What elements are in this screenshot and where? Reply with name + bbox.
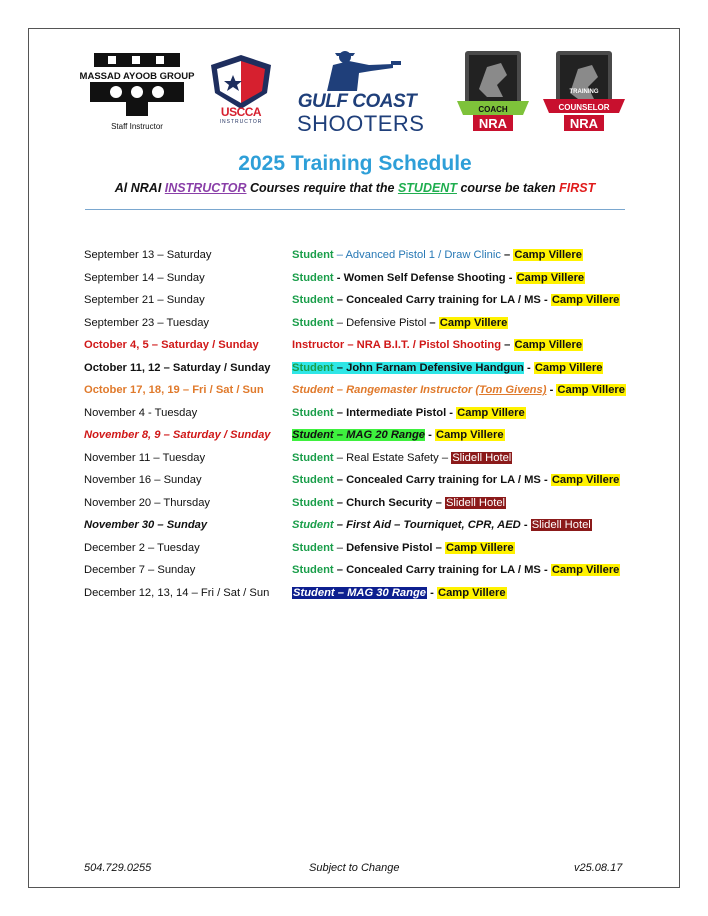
schedule-description [292, 383, 626, 397]
schedule-description [292, 541, 515, 555]
schedule-date: November 20 – Thursday [84, 496, 211, 509]
separator: – [333, 564, 347, 576]
course-name: Concealed Carry training for LA / MS [346, 294, 541, 306]
schedule-row [84, 338, 664, 361]
separator: - [425, 429, 435, 441]
document-page [28, 28, 680, 888]
student-label: Student [292, 496, 334, 509]
separator: - [520, 519, 531, 531]
venue: Camp Villere [516, 271, 585, 284]
schedule-date: December 2 – Tuesday [84, 541, 200, 554]
course-name: First Aid – Tourniquet, CPR, AED [346, 519, 521, 531]
schedule-date: November 30 – Sunday [84, 519, 208, 531]
nra-coach-logo [457, 49, 529, 133]
schedule-description [292, 563, 620, 577]
schedule-description [292, 338, 583, 352]
venue: Slidell Hotel [452, 451, 512, 464]
schedule-description [292, 496, 506, 510]
schedule-row [84, 541, 664, 564]
venue: Camp Villere [551, 564, 620, 576]
page-title: 2025 Training Schedule [238, 152, 472, 175]
mag-logo-text: MASSAD AYOOB GROUP [79, 71, 195, 82]
course-name: Church Security [346, 496, 433, 509]
schedule-description [292, 451, 512, 465]
separator: - [446, 406, 457, 419]
course-name: Intermediate Pistol [346, 406, 447, 419]
gcs-logo-line2: SHOOTERS [297, 111, 425, 136]
schedule-date: September 13 – Saturday [84, 249, 212, 261]
schedule-date: October 4, 5 – Saturday / Sunday [84, 339, 259, 351]
separator: – [333, 316, 347, 329]
schedule-row [84, 271, 664, 294]
separator: – [333, 249, 346, 261]
schedule-description [292, 406, 526, 420]
schedule-row [84, 293, 664, 316]
student-label: Student [292, 474, 334, 486]
student-label: Student [292, 271, 334, 284]
course-name: Defensive Pistol [346, 541, 433, 554]
gcs-logo-line1: GULF COAST [297, 91, 417, 112]
uscca-logo-text: USCCA [220, 105, 262, 119]
course-name: Student – Rangemaster Instructor [292, 384, 476, 396]
venue: Camp Villere [437, 586, 506, 599]
course-name: Women Self Defense Shooting [343, 271, 506, 284]
course-name: Real Estate Safety [346, 451, 439, 464]
schedule-row [84, 496, 664, 519]
separator: - [540, 474, 551, 486]
separator: – [333, 541, 347, 554]
schedule-row [84, 361, 664, 384]
schedule-date: December 12, 13, 14 – Fri / Sat / Sun [84, 586, 270, 599]
nra-training-counselor-logo [543, 49, 625, 133]
student-label: Student [292, 361, 334, 374]
subtitle [29, 181, 681, 195]
separator: – [333, 294, 347, 306]
separator: – [426, 316, 439, 329]
separator: – [500, 249, 514, 261]
schedule-row [84, 586, 664, 609]
instructor-name: (Tom Givens) [475, 384, 547, 396]
course-name: Advanced Pistol 1 / Draw Clinic [345, 249, 501, 261]
venue: Camp Villere [551, 474, 620, 486]
schedule-description [292, 428, 505, 442]
subtitle-student: STUDENT [397, 181, 457, 195]
schedule-row [84, 316, 664, 339]
footer-version: v25.08.17 [574, 862, 623, 874]
venue: Slidell Hotel [445, 496, 506, 509]
uscca-instructor-logo [205, 53, 277, 135]
separator: – [432, 541, 445, 554]
schedule-date: October 11, 12 – Saturday / Sunday [84, 361, 271, 374]
separator: – [438, 451, 452, 464]
subtitle-first: FIRST [559, 181, 596, 195]
course-name: Student – MAG 30 Range [293, 586, 427, 599]
footer-note: Subject to Change [309, 862, 400, 874]
schedule-row [84, 473, 664, 496]
course-name: Concealed Carry training for LA / MS [346, 564, 541, 576]
separator: - [546, 384, 557, 396]
schedule-row [84, 563, 664, 586]
separator: – [333, 406, 347, 419]
schedule-description [292, 518, 592, 532]
venue: Camp Villere [445, 541, 514, 554]
schedule-date: December 7 – Sunday [84, 564, 196, 576]
schedule-description [292, 586, 507, 600]
massad-ayoob-group-logo [79, 49, 195, 131]
venue: Camp Villere [534, 361, 603, 374]
course-name: Instructor – NRA B.I.T. / Pistol Shooting [292, 339, 502, 351]
venue: Slidell Hotel [531, 519, 591, 531]
subtitle-part: Courses require that the [246, 181, 398, 195]
schedule-description [292, 361, 603, 375]
student-label: Student [292, 564, 334, 576]
student-label: Student [292, 451, 334, 464]
separator: – [432, 496, 445, 509]
subtitle-part: Al NRAI [114, 181, 165, 195]
student-label: Student [292, 541, 334, 554]
separator: – [333, 519, 347, 531]
course-name: John Farnam Defensive Handgun [346, 361, 524, 374]
separator: - [333, 271, 344, 284]
schedule-date: September 23 – Tuesday [84, 316, 210, 329]
schedule-date: November 8, 9 – Saturday / Sunday [84, 429, 271, 441]
venue: Camp Villere [514, 249, 582, 261]
venue: Camp Villere [557, 384, 625, 396]
staff-instructor-label: Staff Instructor [111, 122, 163, 131]
separator: – [501, 339, 514, 351]
separator: - [540, 294, 551, 306]
schedule-date: November 16 – Sunday [84, 474, 202, 486]
schedule-description [292, 316, 508, 330]
nra-training-text: TRAINING [569, 89, 599, 95]
footer-phone: 504.729.0255 [84, 862, 152, 874]
nra-counselor-brand-text: NRA [569, 116, 599, 131]
schedule-description [292, 271, 585, 285]
separator: – [333, 451, 347, 464]
subtitle-part: course be taken [456, 181, 560, 195]
separator: – [333, 496, 347, 509]
schedule-date: October 17, 18, 19 – Fri / Sat / Sun [84, 384, 264, 396]
subtitle-instructor: INSTRUCTOR [164, 181, 247, 195]
course-name: Concealed Carry training for LA / MS [346, 474, 541, 486]
schedule-date: November 11 – Tuesday [84, 451, 206, 464]
separator: - [505, 271, 516, 284]
schedule-list [84, 248, 664, 608]
student-label: Student [292, 294, 334, 306]
schedule-description [292, 248, 583, 262]
uscca-instructor-text: INSTRUCTOR [219, 119, 263, 125]
schedule-row [84, 518, 664, 541]
venue: Camp Villere [435, 429, 504, 441]
schedule-description [292, 473, 620, 487]
schedule-row [84, 406, 664, 429]
schedule-row [84, 451, 664, 474]
schedule-row [84, 428, 664, 451]
venue: Camp Villere [514, 339, 583, 351]
course-name: Student – MAG 20 Range [292, 429, 426, 441]
venue: Camp Villere [439, 316, 508, 329]
student-label: Student [292, 519, 334, 531]
schedule-date: November 4 - Tuesday [84, 406, 198, 419]
nra-coach-ribbon-text: COACH [478, 105, 508, 114]
schedule-description [292, 293, 620, 307]
schedule-row [84, 383, 664, 406]
nra-coach-brand-text: NRA [478, 116, 508, 131]
nra-counselor-ribbon-text: COUNSELOR [558, 103, 610, 112]
divider [85, 209, 625, 210]
separator: – [333, 361, 347, 374]
schedule-date: September 14 – Sunday [84, 271, 205, 284]
venue: Camp Villere [551, 294, 620, 306]
venue: Camp Villere [457, 406, 525, 419]
gulf-coast-shooters-logo [297, 47, 425, 136]
separator: – [333, 474, 347, 486]
separator: - [540, 564, 551, 576]
student-label: Student [292, 406, 334, 419]
schedule-date: September 21 – Sunday [84, 294, 205, 306]
course-name: Defensive Pistol [346, 316, 427, 329]
separator: - [427, 586, 437, 599]
student-label: Student [292, 249, 334, 261]
schedule-row [84, 248, 664, 271]
separator: - [523, 361, 534, 374]
student-label: Student [292, 316, 334, 329]
